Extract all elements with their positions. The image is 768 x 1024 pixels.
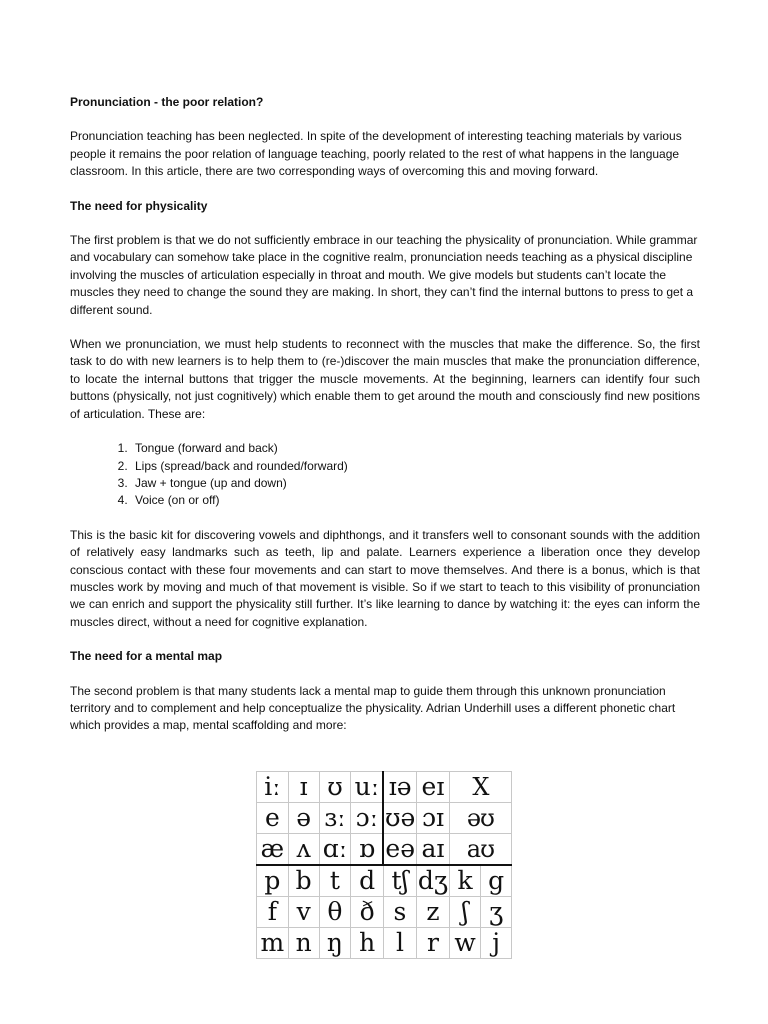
list-item: 4. Voice (on or off) xyxy=(131,492,700,509)
phoneme-cell: m xyxy=(257,928,289,959)
phoneme-cell: θ xyxy=(319,897,351,928)
list-item: 2. Lips (spread/back and rounded/forward) xyxy=(131,458,700,475)
phoneme-cell: tʃ xyxy=(383,865,416,897)
phoneme-cell: z xyxy=(417,897,450,928)
physicality-paragraph-3: This is the basic kit for discovering vowels and diphthongs, and it transfers well to consonant sounds with the addition of relatively easy landmarks such as teeth, lip and palate. Learners experience a liberation once they develop conscious contact with these four movements and can start to move themselves. And there is a bonus, which is that muscles work by moving and much of that movement is visible. So if we start to teach to this visibility of pronunciation we can enrich and support the physicality still further. It’s like learning to dance by watching it: the eyes can inform the muscles direct, without a need for cognitive explanation. xyxy=(70,527,700,629)
phoneme-cell: aɪ xyxy=(417,834,450,866)
phoneme-cell: l xyxy=(383,928,416,959)
phoneme-cell: ʌ xyxy=(288,834,319,866)
section-heading-mental-map: The need for a mental map xyxy=(70,649,223,664)
phoneme-cell: ʃ xyxy=(449,897,480,928)
phoneme-cell: p xyxy=(257,865,289,897)
phoneme-cell: ɔɪ xyxy=(417,803,450,834)
phoneme-cell: n xyxy=(288,928,319,959)
phoneme-cell: ʒ xyxy=(481,897,512,928)
phoneme-cell: f xyxy=(257,897,289,928)
buttons-list xyxy=(70,440,700,510)
phoneme-cell: ʊ xyxy=(319,772,351,803)
phoneme-cell: dʒ xyxy=(417,866,448,895)
phoneme-cell: r xyxy=(417,928,450,959)
phoneme-cell: w xyxy=(449,928,480,959)
phoneme-cell: ð xyxy=(351,897,383,928)
intro-paragraph: Pronunciation teaching has been neglected. In spite of the development of interesting teaching materials by various people it remains the poor relation of language teaching, poorly related to the rest of what happens in the language classroom. In this article, there are two corresponding ways of overcoming this and moving forward. xyxy=(70,129,682,179)
phoneme-cell: ɜː xyxy=(319,803,351,834)
phoneme-cell: uː xyxy=(351,772,383,803)
phoneme-cell: ɔː xyxy=(351,803,383,834)
phoneme-cell: j xyxy=(481,928,512,959)
phoneme-cell: d xyxy=(351,865,383,897)
phoneme-cell: eɪ xyxy=(417,772,450,803)
phonemic-chart xyxy=(256,771,512,956)
phoneme-cell: v xyxy=(288,897,319,928)
phoneme-cell: aʊ xyxy=(449,834,511,866)
phoneme-cell: ʊə xyxy=(385,803,416,832)
phoneme-cell: ɒ xyxy=(351,834,383,866)
phoneme-cell: ɑː xyxy=(319,834,351,866)
mental-map-paragraph: The second problem is that many students lack a mental map to guide them through this unknown pronunciation territory and to complement and help conceptualize the physicality. Adrian Underhill uses a different phonetic chart which provides a map, mental scaffolding and more: xyxy=(70,683,676,733)
phoneme-cell: æ xyxy=(257,834,289,866)
phoneme-cell: ɪə xyxy=(383,772,416,803)
phoneme-cell: g xyxy=(481,865,512,897)
phoneme-cell: ɪ xyxy=(288,772,319,803)
phonemic-chart-table xyxy=(256,771,512,959)
phoneme-cell: e xyxy=(257,803,289,834)
phoneme-cell: iː xyxy=(257,772,289,803)
phoneme-cell: əʊ xyxy=(449,803,511,834)
phoneme-cell: ŋ xyxy=(319,928,351,959)
chart-corner-mark: X xyxy=(449,772,511,803)
phoneme-cell: eə xyxy=(383,834,416,866)
phoneme-cell: k xyxy=(449,865,480,897)
phoneme-cell: h xyxy=(351,928,383,959)
document-page xyxy=(70,94,700,752)
physicality-paragraph-2: When we pronunciation, we must help students to reconnect with the muscles that make the difference. So, the first task to do with new learners is to help them to (re-)discover the main muscles that make the pronunciation difference, to locate the internal buttons that trigger the muscle movements. At the beginning, learners can identify four such buttons (physically, not just cognitively) which enable them to get around the mouth and consciously find new positions of articulation. These are: xyxy=(70,337,700,421)
document-title: Pronunciation - the poor relation? xyxy=(70,95,264,109)
section-heading-physicality: The need for physicality xyxy=(70,198,208,213)
physicality-paragraph-1: The first problem is that we do not sufficiently embrace in our teaching the physicality of pronunciation. While grammar and vocabulary can somehow take place in the cognitive realm, pronunciation needs teaching as a physical discipline involving the muscles of articulation especially in throat and mouth. We give models but students can’t locate the muscles they need to change the sound they are making. In short, they can’t find the internal buttons to press to get a different sound. xyxy=(70,233,698,317)
list-item: 1. Tongue (forward and back) xyxy=(131,440,700,457)
phoneme-cell: ə xyxy=(288,803,319,834)
phoneme-cell: b xyxy=(288,865,319,897)
phoneme-cell: t xyxy=(319,865,351,897)
list-item: 3. Jaw + tongue (up and down) xyxy=(131,475,700,492)
phoneme-cell: s xyxy=(383,897,416,928)
